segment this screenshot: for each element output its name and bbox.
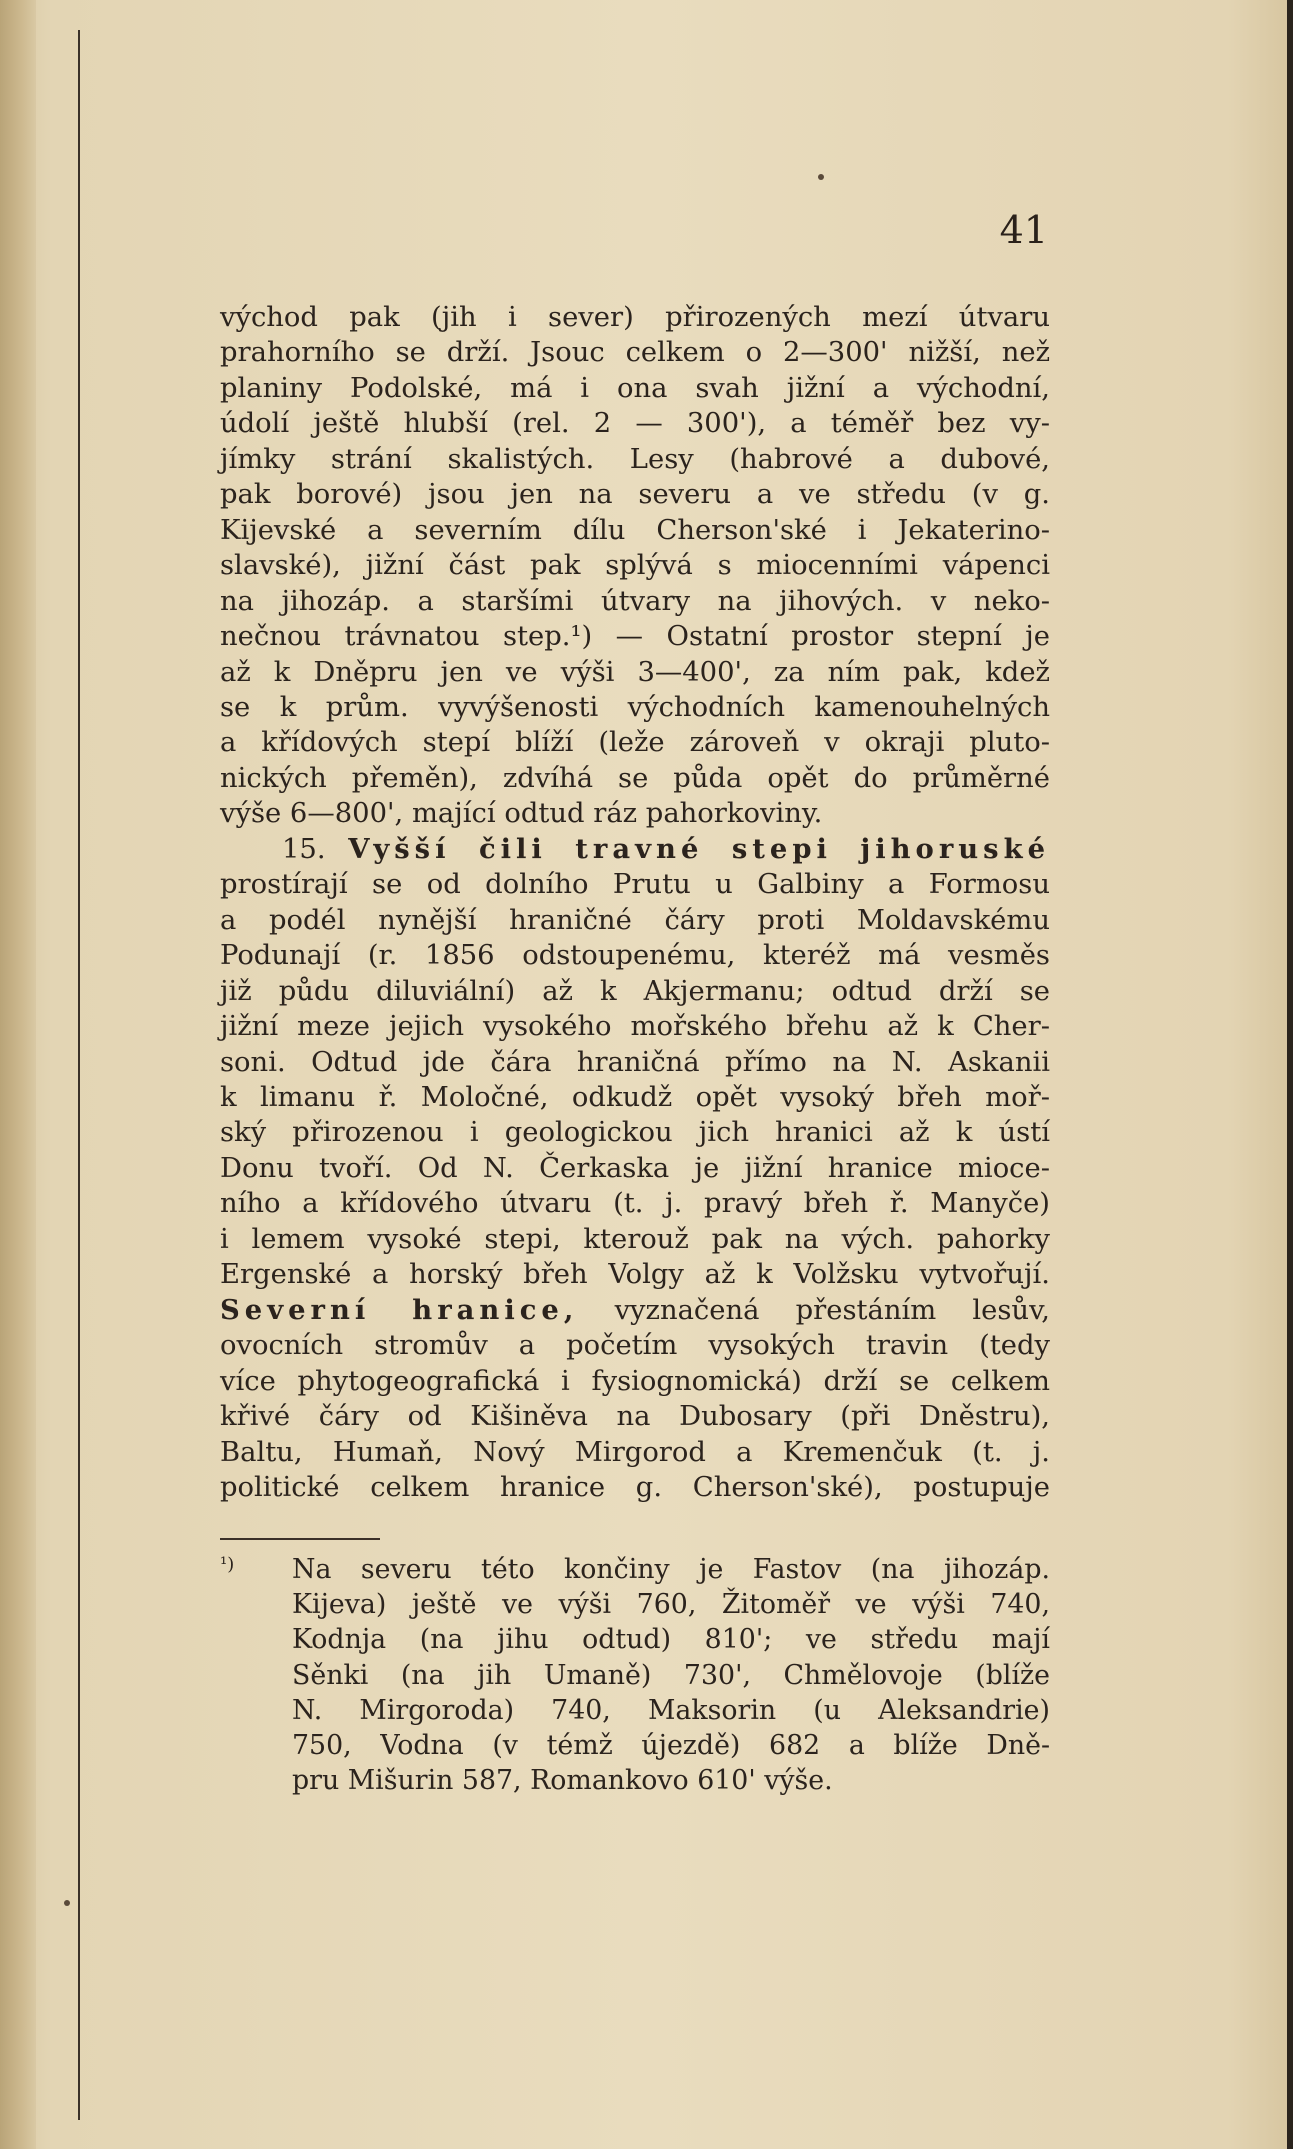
page-spine-shadow: [0, 0, 36, 2149]
footnote-line: pru Mišurin 587, Romankovo 610' výše.: [292, 1765, 833, 1797]
footnote-line: Kijeva) ještě ve výši 760, Žitoměř ve výši 740,: [292, 1589, 1050, 1621]
page-number: 41: [999, 208, 1048, 252]
text-line: Kijevské a severním dílu Cherson'ské i Jekaterino-: [220, 514, 1050, 546]
text-line: pak borové) jsou jen na severu a ve středu (v g.: [220, 479, 1050, 511]
text-line: a křídových stepí blíží (leže zároveň v okraji pluto-: [220, 727, 1050, 759]
footnote-line: 750, Vodna (v témž újezdě) 682 a blíže Dně-: [292, 1730, 1050, 1762]
text-line: ního a křídového útvaru (t. j. pravý břeh ř. Manyče): [220, 1188, 1050, 1220]
footnote-line: Na severu této končiny je Fastov (na jihozáp.: [292, 1554, 1050, 1585]
text-line: Podunají (r. 1856 odstoupenému, kteréž má vesměs: [220, 940, 1050, 972]
ink-speck: [64, 1900, 70, 1906]
section-heading-line: [220, 832, 1050, 867]
text-line: k limanu ř. Moločné, odkudž opět vysoký břeh moř-: [220, 1081, 1050, 1113]
text-line: se k prům. vyvýšenosti východních kamenouhelných: [220, 691, 1050, 723]
text-line: křivé čáry od Kišiněva na Dubosary (při Dněstru),: [220, 1401, 1050, 1433]
footnote-line: Kodnja (na jihu odtud) 810'; ve středu mají: [292, 1624, 1050, 1656]
text-line: nečnou trávnatou step.¹) — Ostatní prostor stepní je: [220, 621, 1050, 653]
page-edge-line: [78, 30, 80, 2120]
northern-border-lead: vyznačená přestáním lesův,: [614, 1294, 1050, 1326]
text-line: jímky strání skalistých. Lesy (habrové a dubové,: [220, 443, 1050, 475]
footnote-line: Sěnki (na jih Umaně) 730', Chmělovoje (blíže: [292, 1659, 1050, 1691]
section-number: 15.: [282, 833, 326, 865]
text-line: jižní meze jejich vysokého mořského břehu až k Cher-: [220, 1011, 1050, 1043]
text-line: Donu tvoří. Od N. Čerkaska je jižní hranice mioce-: [220, 1152, 1050, 1184]
page-right-edge: [1287, 0, 1293, 2149]
footnote-body: [292, 1552, 1050, 1798]
subheading-line: [220, 1293, 1050, 1328]
text-line: údolí ještě hlubší (rel. 2 — 300'), a téměř bez vy-: [220, 408, 1050, 440]
text-line: politické celkem hranice g. Cherson'ské), postupuje: [220, 1471, 1050, 1503]
text-line: Ergenské a horský břeh Volgy až k Volžsku vytvořují.: [220, 1259, 1050, 1291]
text-line: Baltu, Humaň, Nový Mirgorod a Kremenčuk (t. j.: [220, 1436, 1050, 1468]
text-line: slavské), jižní část pak splývá s miocenními vápenci: [220, 550, 1050, 582]
footnote-rule: [220, 1538, 380, 1540]
section-heading-spaced: Vyšší čili travné stepi jihoruské: [348, 832, 1050, 865]
text-line: i lemem vysoké stepi, kterouž pak na vých. pahorky: [220, 1223, 1050, 1255]
text-line: již půdu diluviální) až k Akjermanu; odtud drží se: [220, 975, 1050, 1007]
text-line: až k Dněpru jen ve výši 3—400', za ním pak, kdež: [220, 656, 1050, 688]
footnote-block: [220, 1552, 1050, 1798]
text-line: prahorního se drží. Jsouc celkem o 2—300' nižší, než: [220, 337, 1050, 369]
main-text-block: [220, 300, 1050, 1505]
footnote-line: N. Mirgoroda) 740, Maksorin (u Aleksandrie): [292, 1694, 1050, 1726]
text-line: a podél nynější hraničné čáry proti Moldavskému: [220, 904, 1050, 936]
footnote-marker: ¹): [220, 1554, 235, 1575]
text-line: východ pak (jih i sever) přirozených mezí útvaru: [220, 302, 1050, 333]
text-line: soni. Odtud jde čára hraničná přímo na N. Askanii: [220, 1046, 1050, 1078]
text-line: více phytogeografická i fysiognomická) drží se celkem: [220, 1365, 1050, 1397]
text-line: výše 6—800', mající odtud ráz pahorkoviny.: [220, 798, 823, 830]
text-line: ský přirozenou i geologickou jich hranici až k ústí: [220, 1117, 1050, 1149]
text-line: prostírají se od dolního Prutu u Galbiny a Formosu: [220, 869, 1050, 901]
ink-speck: [818, 174, 824, 180]
text-line: ovocních stromův a početím vysokých travin (tedy: [220, 1330, 1050, 1362]
text-line: nických přeměn), zdvíhá se půda opět do průměrné: [220, 762, 1050, 794]
text-line: na jihozáp. a staršími útvary na jihových. v neko-: [220, 585, 1050, 617]
text-line: planiny Podolské, má i ona svah jižní a východní,: [220, 372, 1050, 404]
northern-border-heading: Severní hranice,: [220, 1293, 579, 1326]
